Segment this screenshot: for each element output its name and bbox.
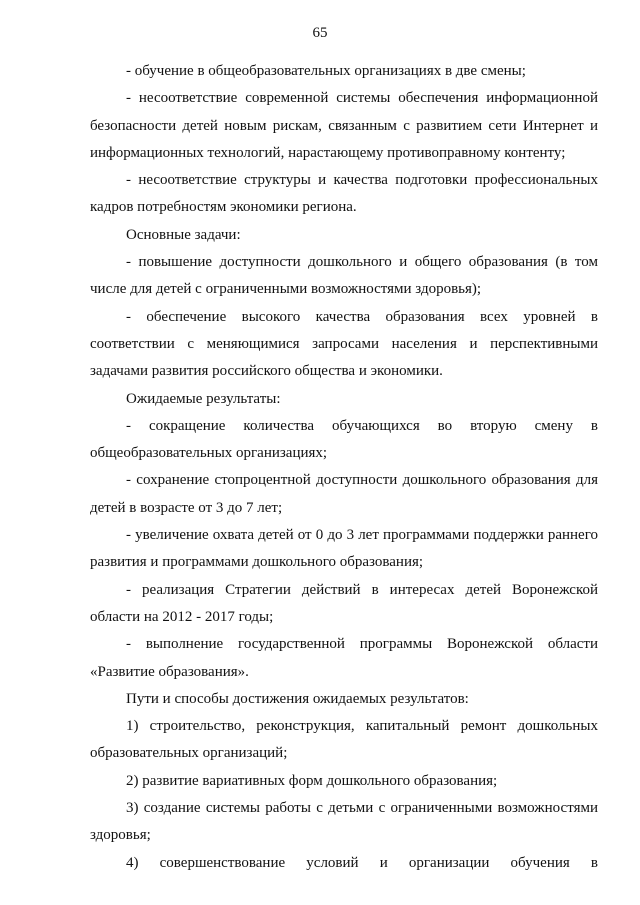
page-number: 65 xyxy=(312,25,328,41)
paragraph: 2) развитие вариативных форм дошкольного образования; xyxy=(126,772,498,789)
paragraph: - повышение доступности дошкольного и общего образования (в том числе для детей с ограниченными возможностями здоровья); xyxy=(90,254,598,298)
paragraph: 3) создание системы работы с детьми с ограниченными возможностями здоровья; xyxy=(90,800,598,844)
paragraph: - сохранение стопроцентной доступности дошкольного образования для детей в возрасте от 3 до 7 лет; xyxy=(90,472,598,516)
paragraph: - обеспечение высокого качества образования всех уровней в соответствии с меняющимися запросами населения и перспективными задачами развития российского общества и экономики. xyxy=(90,308,598,380)
paragraph: - выполнение государственной программы Воронежской области «Развитие образования». xyxy=(90,636,598,680)
paragraph: - сокращение количества обучающихся во вторую смену в общеобразовательных организациях; xyxy=(90,417,598,462)
paragraph: Пути и способы достижения ожидаемых результатов: xyxy=(126,690,469,707)
paragraph: 4) совершенствование условий и организации обучения в xyxy=(126,854,598,871)
paragraph: - реализация Стратегии действий в интересах детей Воронежской области на 2012 - 2017 годы; xyxy=(90,581,598,625)
paragraph: 1) строительство, реконструкция, капитальный ремонт дошкольных образовательных организаций; xyxy=(90,718,598,762)
document-body xyxy=(90,58,598,877)
paragraph: - увеличение охвата детей от 0 до 3 лет программами поддержки раннего развития и программами дошкольного образования; xyxy=(90,527,598,571)
paragraph: Ожидаемые результаты: xyxy=(126,390,281,407)
paragraph: - несоответствие структуры и качества подготовки профессиональных кадров потребностям экономики региона. xyxy=(90,172,598,216)
paragraph: - обучение в общеобразовательных организациях в две смены; xyxy=(126,63,526,79)
paragraph: Основные задачи: xyxy=(126,226,241,243)
paragraph: - несоответствие современной системы обеспечения информационной безопасности детей новым рискам, связанным с развитием сети Интернет и информационных технологий, нарастающему противоправному контенту; xyxy=(90,90,598,161)
